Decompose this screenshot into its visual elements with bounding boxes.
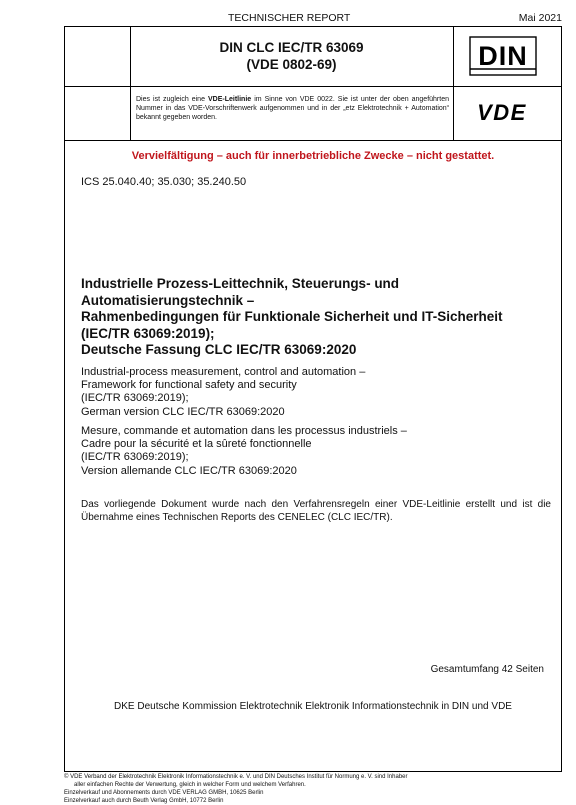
publication-date: Mai 2021 [518, 12, 562, 24]
title-line: Cadre pour la sécurité et la sûreté fonctionnelle [81, 438, 312, 451]
copyright-line: aller einfachen Rechte der Verwertung, gleich in welcher Form und welchem Verfahren. [74, 782, 306, 788]
title-line: (IEC/TR 63069:2019); [81, 392, 189, 405]
title-english [81, 366, 551, 419]
din-logo-text: DIN [478, 41, 528, 71]
standard-number: DIN CLC IEC/TR 63069 [219, 40, 364, 55]
title-german [81, 276, 551, 359]
vde-classification-number: (VDE 0802-69) [246, 57, 337, 72]
copyright-line: Einzelverkauf und Abonnements durch VDE VERLAG GMBH, 10625 Berlin [64, 790, 264, 796]
title-line: (IEC/TR 63069:2019); [81, 325, 215, 341]
title-line: Framework for functional safety and security [81, 379, 297, 392]
vde-logo [464, 100, 540, 124]
title-line: Mesure, commande et automation dans les processus industriels – [81, 425, 407, 437]
title-line: Version allemande CLC IEC/TR 63069:2020 [81, 464, 297, 477]
title-line: Rahmenbedingungen für Funktionale Sicherheit und IT-Sicherheit [81, 309, 503, 324]
copyright-notice [64, 773, 534, 805]
vde-note-highlight: VDE-Leitlinie [208, 96, 252, 103]
committee-line: DKE Deutsche Kommission Elektrotechnik Elektronik Informationstechnik in DIN und VDE [114, 701, 512, 712]
title-line: Industrielle Prozess-Leittechnik, Steuerungs- und [81, 276, 400, 291]
title-line: (IEC/TR 63069:2019); [81, 451, 189, 464]
total-pages: Gesamtumfang 42 Seiten [430, 664, 544, 675]
report-type-label: TECHNISCHER REPORT [228, 12, 351, 24]
title-line: Industrial-process measurement, control and automation – [81, 366, 366, 378]
title-line: Automatisierungstechnik – [81, 292, 255, 308]
divider [64, 140, 562, 141]
vde-logo-text: VDE [477, 100, 527, 125]
vde-guideline-note [136, 95, 449, 122]
divider [453, 26, 454, 140]
title-line: Deutsche Fassung CLC IEC/TR 63069:2020 [81, 342, 357, 357]
copyright-line: © VDE Verband der Elektrotechnik Elektronik Informationstechnik e. V. und DIN Deutsches Institut für Normung e. V. sind Inhaber [64, 774, 408, 780]
reproduction-warning: Vervielfältigung – auch für innerbetriebliche Zwecke – nicht gestattet. [131, 150, 495, 162]
copyright-line: Einzelverkauf auch durch Beuth Verlag GmbH, 10772 Berlin [64, 798, 224, 804]
title-line: German version CLC IEC/TR 63069:2020 [81, 405, 285, 418]
foreword-paragraph: Das vorliegende Dokument wurde nach den Verfahrensregeln einer VDE-Leitlinie erstellt und ist die Übernahme eines Technischen Reports des CENELEC (CLC IEC/TR). [81, 499, 551, 523]
vde-note-suffix: im Sinne von VDE 0022. Sie ist unter der oben angeführten Nummer in das VDE-Vorschriftenwerk aufgenommen und in der „etz Elektrotechnik + Automation“ bekannt gegeben worden. [136, 96, 449, 121]
ics-codes: ICS 25.040.40; 35.030; 35.240.50 [81, 176, 247, 188]
vde-note-prefix: Dies ist zugleich eine [136, 96, 208, 103]
title-french [81, 425, 551, 478]
divider [64, 86, 562, 87]
din-logo [468, 36, 538, 76]
